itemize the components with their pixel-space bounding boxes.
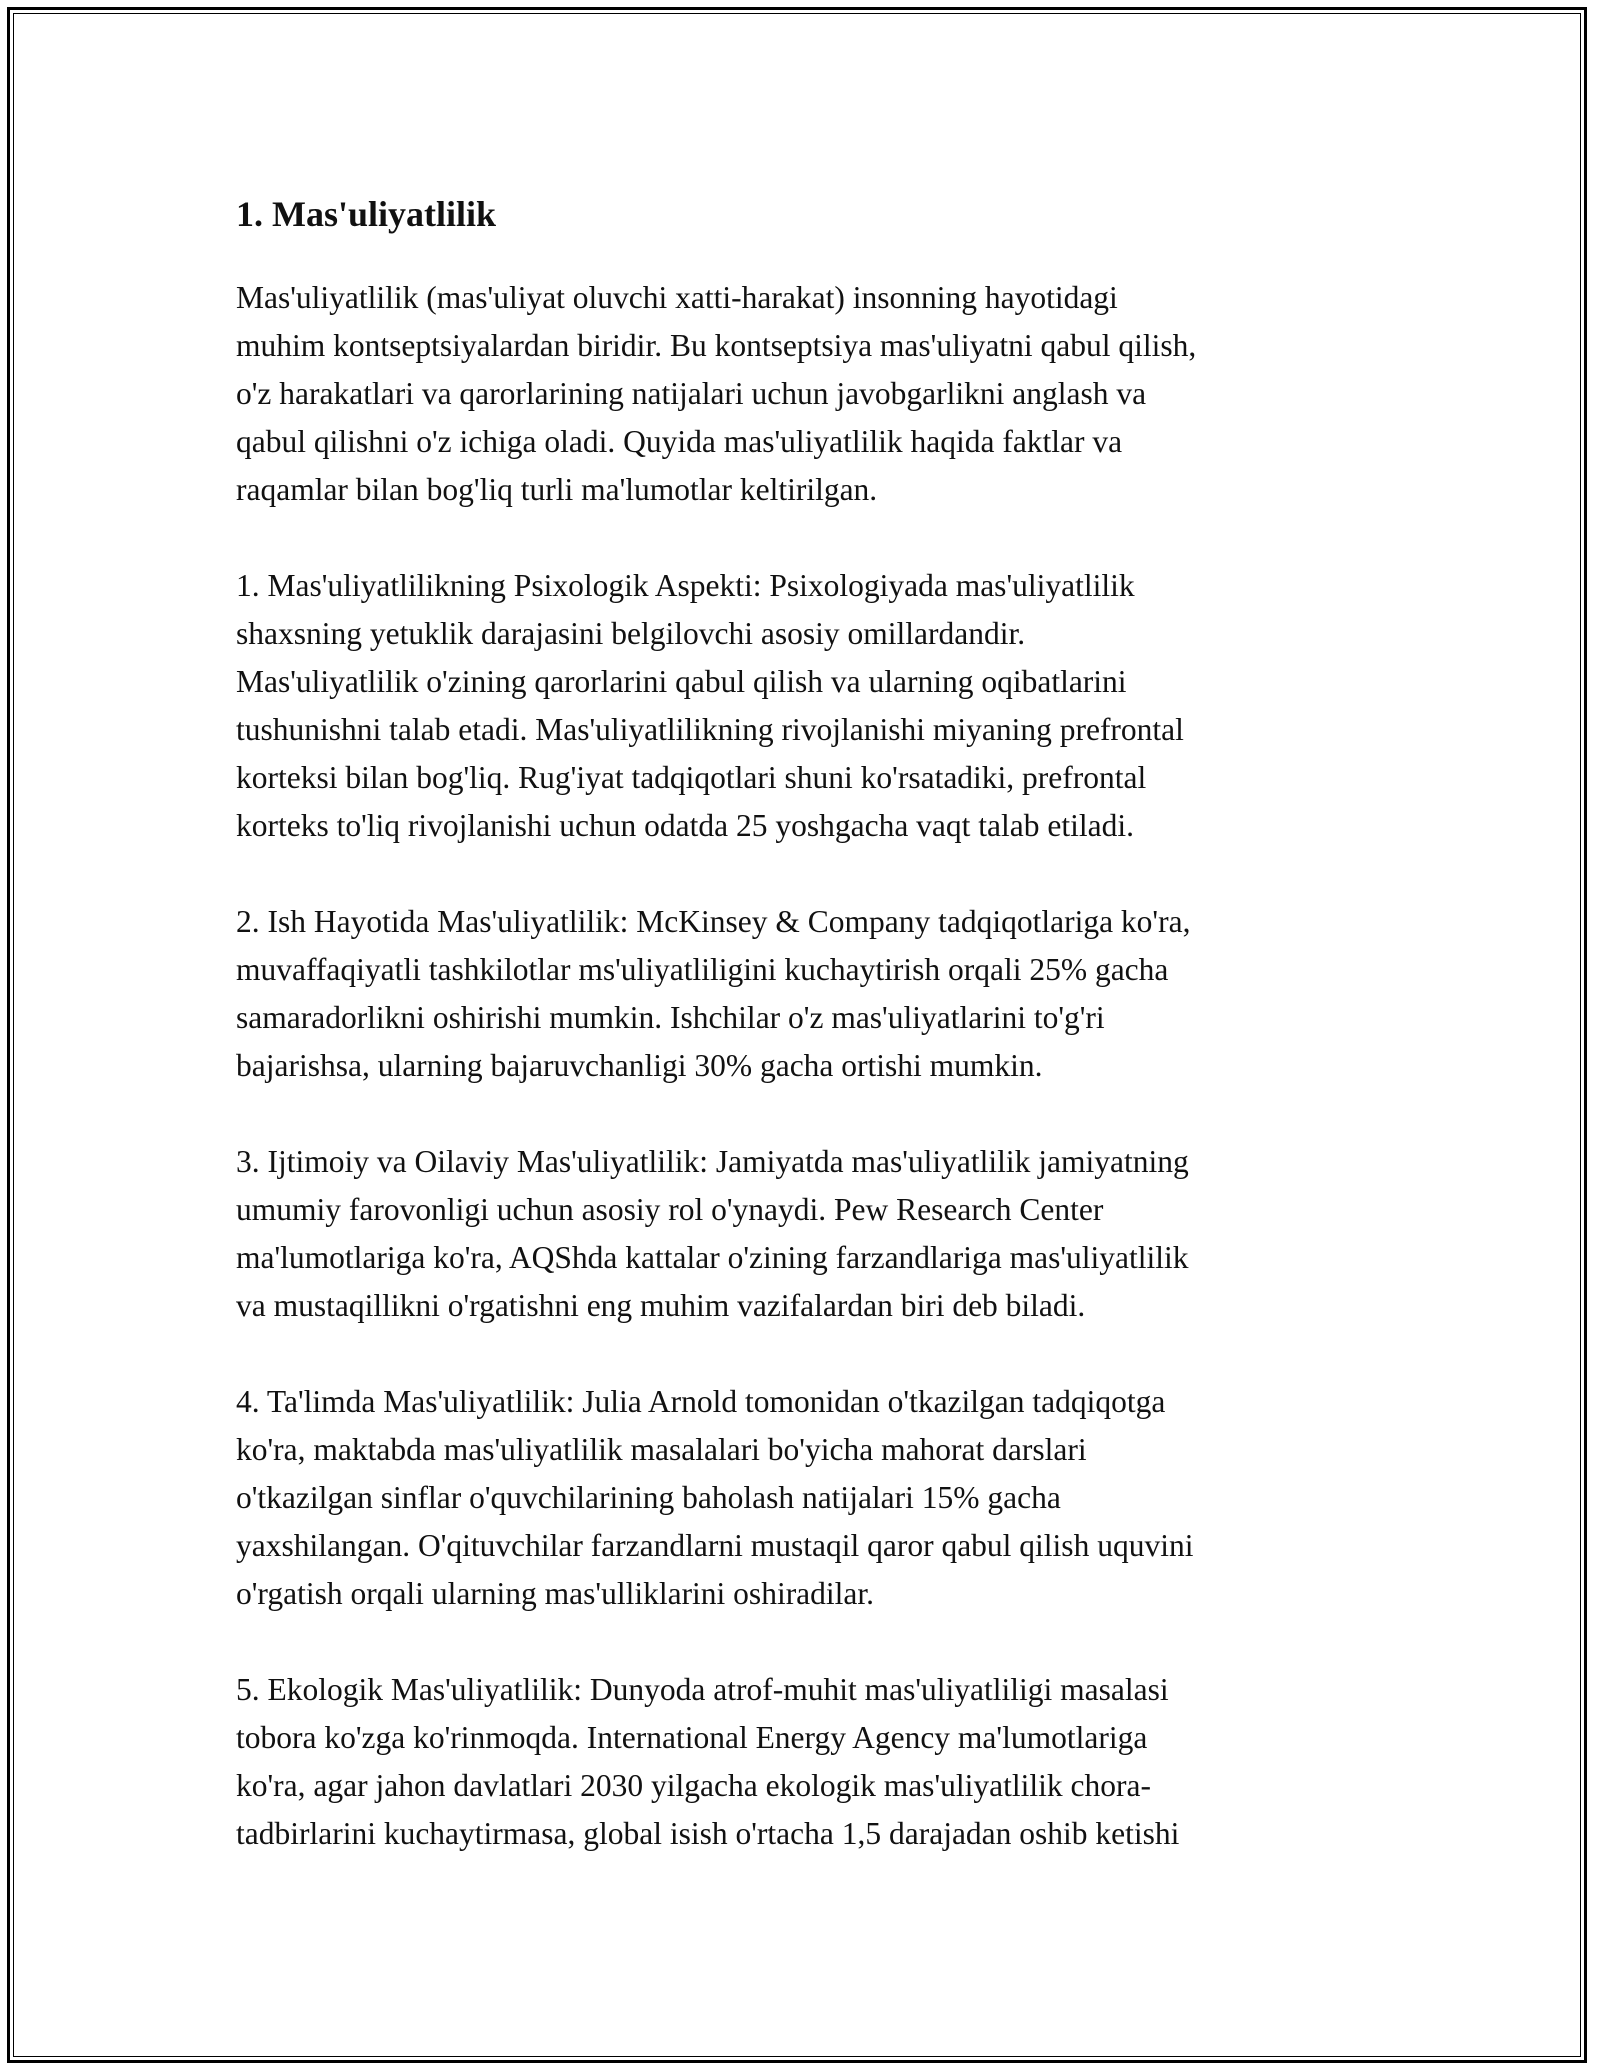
text-line: Mas'uliyatlilik (mas'uliyat oluvchi xatti-harakat) insonning hayotidagi <box>236 280 1118 315</box>
text-line: ko'ra, agar jahon davlatlari 2030 yilgacha ekologik mas'uliyatlilik chora- <box>236 1768 1151 1803</box>
text-line: o'z harakatlari va qarorlarining natijalari uchun javobgarlikni anglash va <box>236 376 1147 411</box>
text-line: shaxsning yetuklik darajasini belgilovchi asosiy omillardandir. <box>236 616 1026 651</box>
paragraph-ecology <box>236 1666 1376 1858</box>
paragraph-psychology <box>236 562 1376 850</box>
text-line: 3. Ijtimoiy va Oilaviy Mas'uliyatlilik: Jamiyatda mas'uliyatlilik jamiyatning <box>236 1144 1189 1179</box>
text-line: muhim kontseptsiyalardan biridir. Bu kontseptsiya mas'uliyatni qabul qilish, <box>236 328 1197 363</box>
text-line: ko'ra, maktabda mas'uliyatlilik masalalari bo'yicha mahorat darslari <box>236 1432 1087 1467</box>
text-line: tobora ko'zga ko'rinmoqda. International Energy Agency ma'lumotlariga <box>236 1720 1148 1755</box>
text-line: 1. Mas'uliyatlilikning Psixologik Aspekti: Psixologiyada mas'uliyatlilik <box>236 568 1135 603</box>
text-line: samaradorlikni oshirishi mumkin. Ishchilar o'z mas'uliyatlarini to'g'ri <box>236 1000 1105 1035</box>
text-line: yaxshilangan. O'qituvchilar farzandlarni mustaqil qaror qabul qilish uquvini <box>236 1528 1194 1563</box>
text-line: o'rgatish orqali ularning mas'ulliklarini oshiradilar. <box>236 1576 875 1611</box>
text-line: raqamlar bilan bog'liq turli ma'lumotlar keltirilgan. <box>236 472 878 507</box>
text-line: 5. Ekologik Mas'uliyatlilik: Dunyoda atrof-muhit mas'uliyatliligi masalasi <box>236 1672 1169 1707</box>
section-heading: 1. Mas'uliyatlilik <box>236 194 497 234</box>
text-line: o'tkazilgan sinflar o'quvchilarining baholash natijalari 15% gacha <box>236 1480 1061 1515</box>
paragraph-education <box>236 1378 1376 1618</box>
text-line: 2. Ish Hayotida Mas'uliyatlilik: McKinsey & Company tadqiqotlariga ko'ra, <box>236 904 1191 939</box>
text-line: korteksi bilan bog'liq. Rug'iyat tadqiqotlari shuni ko'rsatadiki, prefrontal <box>236 760 1147 795</box>
paragraph-intro <box>236 274 1376 514</box>
text-line: 4. Ta'limda Mas'uliyatlilik: Julia Arnold tomonidan o'tkazilgan tadqiqotga <box>236 1384 1166 1419</box>
text-line: muvaffaqiyatli tashkilotlar ms'uliyatliligini kuchaytirish orqali 25% gacha <box>236 952 1169 987</box>
text-line: Mas'uliyatlilik o'zining qarorlarini qabul qilish va ularning oqibatlarini <box>236 664 1127 699</box>
text-line: umumiy farovonligi uchun asosiy rol o'ynaydi. Pew Research Center <box>236 1192 1104 1227</box>
text-line: va mustaqillikni o'rgatishni eng muhim vazifalardan biri deb biladi. <box>236 1288 1086 1323</box>
text-line: qabul qilishni o'z ichiga oladi. Quyida mas'uliyatlilik haqida faktlar va <box>236 424 1123 459</box>
paragraph-social-family <box>236 1138 1376 1330</box>
text-line: korteks to'liq rivojlanishi uchun odatda 25 yoshgacha vaqt talab etiladi. <box>236 808 1134 843</box>
paragraph-work-life <box>236 898 1376 1090</box>
document-body <box>236 184 1376 1906</box>
text-line: tushunishni talab etadi. Mas'uliyatlilikning rivojlanishi miyaning prefrontal <box>236 712 1184 747</box>
text-line: ma'lumotlariga ko'ra, AQShda kattalar o'zining farzandlariga mas'uliyatlilik <box>236 1240 1189 1275</box>
text-line: tadbirlarini kuchaytirmasa, global isish o'rtacha 1,5 darajadan oshib ketishi <box>236 1816 1180 1851</box>
text-line: bajarishsa, ularning bajaruvchanligi 30% gacha ortishi mumkin. <box>236 1048 1043 1083</box>
